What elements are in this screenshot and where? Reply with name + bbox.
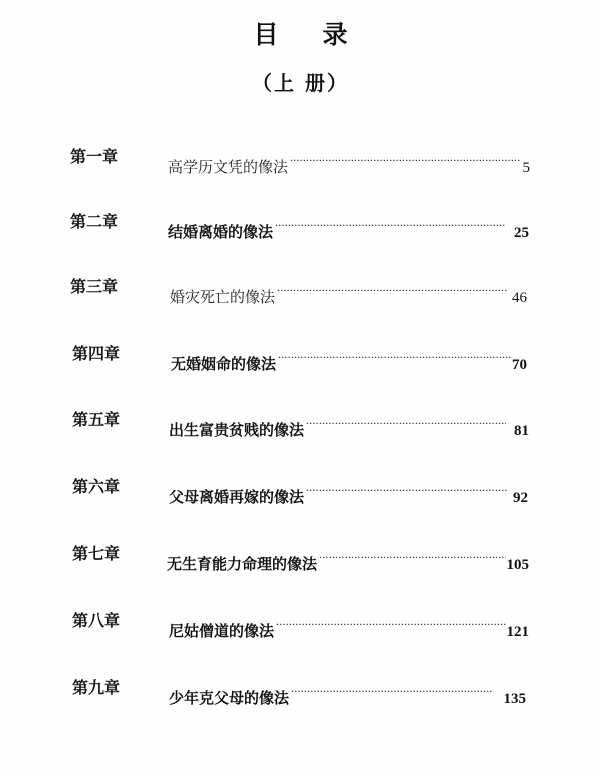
toc-line (171, 339, 527, 373)
page-number: 121 (506, 624, 529, 640)
toc-entry-9 (0, 673, 601, 707)
toc-entry-8 (0, 606, 601, 640)
dot-leader (277, 272, 508, 302)
page-number: 25 (514, 225, 529, 241)
chapter-number: 第六章 (72, 477, 121, 496)
chapter-title: 出生富贵贫贱的像法 (169, 421, 305, 439)
toc-line (168, 142, 530, 176)
dot-leader (306, 472, 508, 502)
chapter-number: 第一章 (70, 147, 119, 166)
chapter-number: 第二章 (70, 212, 119, 231)
toc-line (168, 207, 529, 241)
chapter-number: 第三章 (70, 277, 119, 296)
chapter-number: 第五章 (72, 410, 121, 429)
chapter-number: 第四章 (72, 344, 121, 363)
toc-line (170, 272, 527, 306)
toc-line (169, 405, 529, 439)
page-number: 46 (512, 290, 527, 306)
chapter-title: 无婚姻命的像法 (171, 355, 277, 373)
dot-leader (278, 339, 511, 369)
toc-entry-2 (0, 207, 601, 241)
page-number: 92 (513, 490, 528, 506)
chapter-title: 父母离婚再嫁的像法 (169, 488, 305, 506)
toc-entry-5 (0, 405, 601, 439)
chapter-title: 婚灾死亡的像法 (170, 288, 276, 306)
page-number: 105 (506, 557, 529, 573)
toc-line (169, 606, 529, 640)
toc-entry-4 (0, 339, 601, 373)
page-number: 70 (512, 357, 527, 373)
dot-leader (290, 142, 519, 172)
toc-line (169, 673, 526, 707)
toc-entry-3 (0, 272, 601, 306)
chapter-title: 结婚离婚的像法 (168, 223, 274, 241)
dot-leader (275, 207, 506, 237)
chapter-title: 无生育能力命理的像法 (167, 555, 318, 573)
toc-entry-6 (0, 472, 601, 506)
chapter-title: 高学历文凭的像法 (168, 158, 289, 176)
page-number: 81 (514, 423, 529, 439)
dot-leader (276, 606, 505, 636)
toc-line (169, 472, 528, 506)
chapter-number: 第九章 (72, 678, 121, 697)
chapter-number: 第八章 (72, 611, 121, 630)
toc-line (167, 539, 529, 573)
dot-leader (319, 539, 505, 569)
toc-entry-1 (0, 142, 601, 176)
chapter-title: 尼姑僧道的像法 (169, 622, 275, 640)
chapter-title: 少年克父母的像法 (169, 689, 290, 707)
page-number: 5 (522, 160, 530, 176)
volume-subtitle: （上 册） (252, 71, 349, 95)
page-number: 135 (503, 691, 526, 707)
toc-entry-7 (0, 539, 601, 573)
dot-leader (291, 673, 491, 703)
chapter-number: 第七章 (72, 544, 121, 563)
page-title: 目录 (253, 20, 392, 49)
dot-leader (306, 405, 506, 435)
